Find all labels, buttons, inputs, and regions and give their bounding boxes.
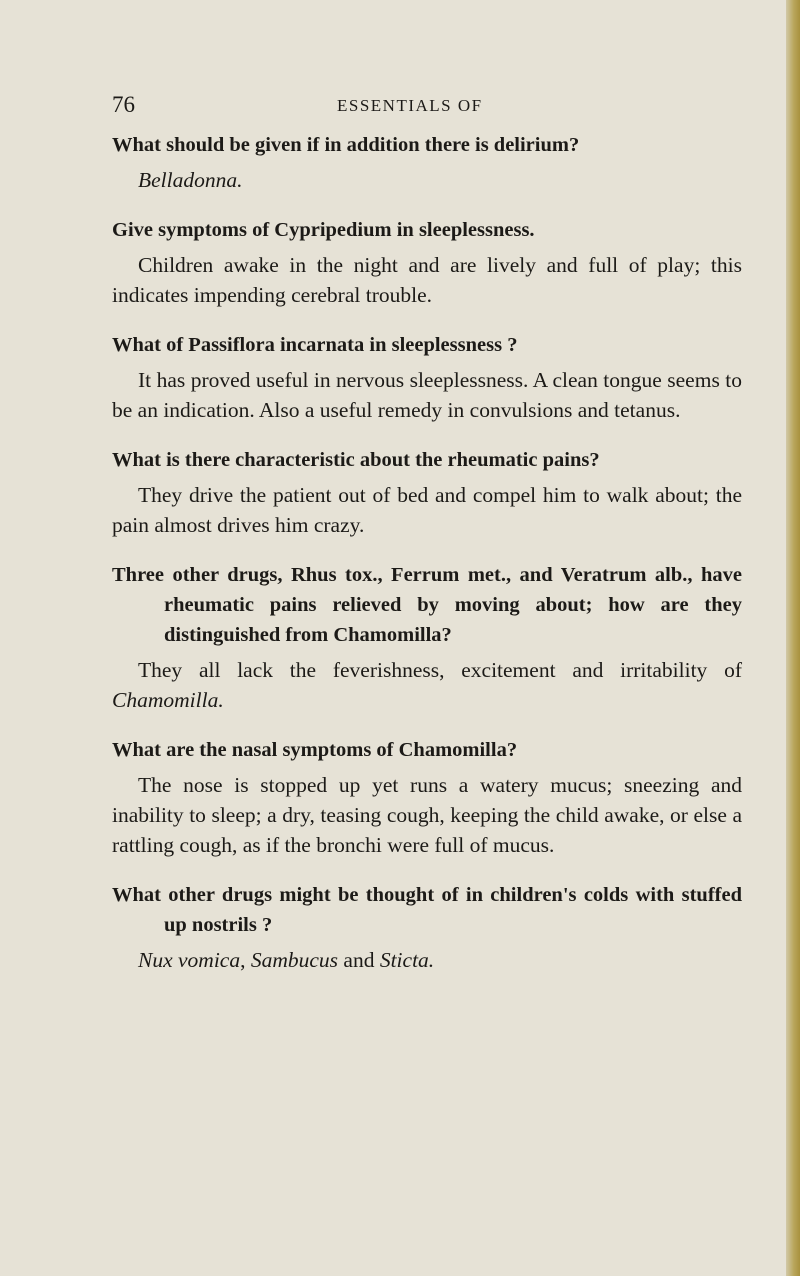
question-text: What is there characteristic about the rheumatic pains? [112, 449, 600, 471]
answer-segment: Children awake in the night and are lively and full of play; this indicates impending cerebral trouble. [112, 253, 742, 307]
answer-segment: , [240, 948, 251, 972]
question-text: What should be given if in addition there is delirium? [112, 134, 580, 156]
running-head: ESSENTIALS OF [337, 96, 483, 115]
answer-text [112, 165, 742, 195]
qa-entry [112, 130, 742, 195]
question-text: What of Passiflora incarnata in sleeplessness ? [112, 334, 518, 356]
question-text: Give symptoms of Cypripedium in sleeplessness. [112, 219, 535, 241]
answer-segment: It has proved useful in nervous sleeplessness. A clean tongue seems to be an indication. Also a useful remedy in convulsions and tetanus. [112, 368, 742, 422]
qa-list [112, 130, 742, 995]
qa-entry [112, 330, 742, 425]
qa-entry [112, 445, 742, 540]
answer-segment: They all lack the feverishness, excitement and irritability of [138, 658, 742, 682]
answer-italic-segment: Nux vomica [138, 948, 241, 972]
answer-text [112, 480, 742, 540]
qa-entry [112, 880, 742, 975]
page-edge [786, 0, 800, 1276]
page-number: 76 [112, 92, 135, 117]
answer-text [112, 250, 742, 310]
answer-text [112, 770, 742, 860]
answer-segment: and [338, 948, 380, 972]
qa-entry [112, 735, 742, 860]
answer-text [112, 945, 742, 975]
answer-segment: The nose is stopped up yet runs a watery mucus; sneezing and inability to sleep; a dry, teasing cough, keeping the child awake, or else a rattling cough, as if the bronchi were full of mucus. [112, 773, 742, 857]
question-text: What are the nasal symptoms of Chamomilla? [112, 739, 518, 761]
question-text: Three other drugs, Rhus tox., Ferrum met., and Veratrum alb., have rheumatic pains relieved by moving about; how are they distinguished from Chamomilla? [112, 564, 742, 646]
answer-segment: They drive the patient out of bed and compel him to walk about; the pain almost drives him crazy. [112, 483, 742, 537]
answer-italic-segment: Sambucus [250, 948, 339, 972]
qa-entry [112, 560, 742, 715]
answer-italic-segment: Sticta. [379, 948, 435, 972]
question-text: What other drugs might be thought of in children's colds with stuffed up nostrils ? [112, 884, 742, 936]
qa-entry [112, 215, 742, 310]
answer-text [112, 655, 742, 715]
answer-italic-segment: Chamomilla. [112, 688, 224, 712]
page-header [112, 92, 732, 122]
answer-italic-segment: Belladonna. [138, 168, 243, 192]
answer-text [112, 365, 742, 425]
